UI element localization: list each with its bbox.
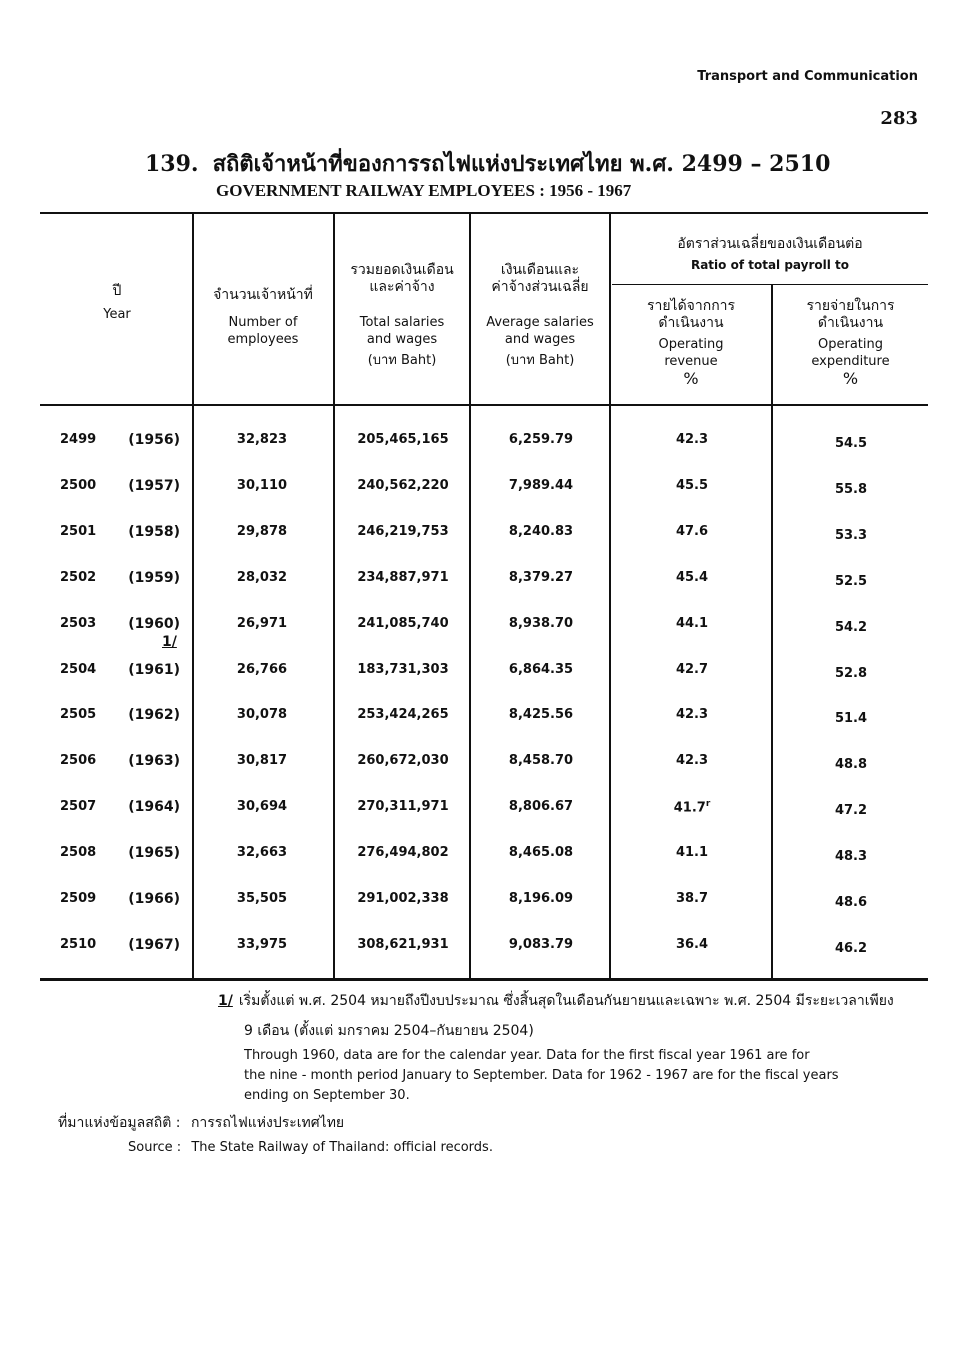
row-average-salary: 8,938.70	[508, 616, 574, 631]
header-employees-thai: จำนวนเจ้าหน้าที่	[213, 287, 313, 303]
row-year-thai: 2510	[60, 937, 97, 952]
row-average-salary: 8,425.56	[508, 707, 574, 722]
footnote-thai-text1: เริ่มตั้งแต่ พ.ศ. 2504 หมายถึงปีงบประมาณ ซึ่งสิ้นสุดในเดือนกันยายนและเฉพาะ พ.ศ. 2504 มีระยะเวลาเพียง	[238, 993, 894, 1009]
header-average-thai2: ค่าจ้างส่วนเฉลี่ย	[491, 279, 589, 295]
row-total-salaries: 205,465,165	[357, 432, 449, 447]
row-employees: 32,823	[236, 432, 288, 447]
footnote-en-line3: ending on September 30.	[244, 1088, 410, 1103]
header-total-thai1: รวมยอดเงินเดือน	[350, 262, 454, 278]
row-total-salaries: 270,311,971	[357, 799, 449, 814]
col-divider-4	[609, 214, 611, 978]
header-year-en: Year	[103, 307, 131, 322]
revised-marker: r	[705, 799, 711, 809]
header-expenditure-thai1: รายจ่ายในการ	[806, 298, 895, 314]
header-year-thai: ปี	[112, 283, 122, 299]
row-employees: 26,971	[236, 616, 288, 631]
header-bottom-rule	[40, 404, 928, 406]
row-year-thai: 2500	[60, 478, 97, 493]
header-ratio-en: Ratio of total payroll to	[690, 258, 850, 272]
row-total-salaries: 308,621,931	[357, 937, 449, 952]
row-ratio-expenditure: 47.2	[834, 803, 868, 818]
row-year-thai: 2506	[60, 753, 97, 768]
source-en-value: The State Railway of Thailand: official records.	[191, 1140, 493, 1155]
header-total-en2: and wages	[366, 332, 438, 347]
row-year-en: (1961)	[128, 662, 180, 678]
row-year-thai: 2502	[60, 570, 97, 585]
header-expenditure	[773, 298, 928, 387]
row-year-en: (1957)	[128, 478, 180, 494]
page-number: 283	[880, 108, 918, 129]
row-total-salaries: 291,002,338	[357, 891, 449, 906]
row-year-thai: 2504	[60, 662, 97, 677]
row-total-salaries: 253,424,265	[357, 707, 449, 722]
title-thai-text: สถิติเจ้าหน้าที่ของการรถไฟแห่งประเทศไทย พ.ศ. 2499 – 2510	[212, 151, 831, 177]
row-average-salary: 8,240.83	[508, 524, 574, 539]
col-divider-5	[771, 285, 773, 978]
header-year	[44, 283, 190, 323]
row-year-thai: 2499	[60, 432, 97, 447]
row-average-salary: 9,083.79	[508, 937, 574, 952]
header-expenditure-thai2: ดำเนินงาน	[817, 315, 884, 331]
row-ratio-revenue: 41.1	[675, 845, 709, 860]
row-employees: 32,663	[236, 845, 288, 860]
row-total-salaries: 240,562,220	[357, 478, 449, 493]
row-employees: 30,078	[236, 707, 288, 722]
row-average-salary: 8,458.70	[508, 753, 574, 768]
table-number: 139.	[145, 151, 199, 177]
header-employees-en2: employees	[227, 332, 299, 347]
footnote-en-line1: Through 1960, data are for the calendar year. Data for the first fiscal year 1961 are for	[244, 1048, 810, 1063]
header-expenditure-unit: %	[842, 369, 859, 388]
header-employees	[194, 287, 332, 348]
row-year-en: (1966)	[128, 891, 180, 907]
row-employees: 30,110	[236, 478, 288, 493]
source-en-label: Source :	[128, 1140, 182, 1155]
row-average-salary: 8,465.08	[508, 845, 574, 860]
row-year-en: (1964)	[128, 799, 180, 815]
header-ratio	[612, 236, 928, 274]
header-revenue-en2: revenue	[664, 354, 718, 369]
header-average-en1: Average salaries	[486, 315, 594, 330]
row-total-salaries: 241,085,740	[357, 616, 449, 631]
row-employees: 30,694	[236, 799, 288, 814]
header-expenditure-en1: Operating	[818, 337, 883, 352]
row-average-salary: 6,259.79	[508, 432, 574, 447]
row-average-salary: 8,196.09	[508, 891, 574, 906]
row-year-en: (1962)	[128, 707, 180, 723]
footnote-thai-line2: 9 เดือน (ตั้งแต่ มกราคม 2504–กันยายน 2504)	[244, 1023, 534, 1039]
header-average	[471, 262, 609, 369]
row-year-thai: 2507	[60, 799, 97, 814]
row-ratio-expenditure: 55.8	[834, 482, 868, 497]
row-ratio-revenue: 47.6	[675, 524, 709, 539]
header-total	[335, 262, 469, 369]
row-year-thai: 2503	[60, 616, 97, 631]
row-total-salaries: 276,494,802	[357, 845, 449, 860]
header-total-thai2: และค่าจ้าง	[369, 279, 435, 295]
header-expenditure-en2: expenditure	[811, 354, 890, 369]
source-thai-label: ที่มาแห่งข้อมูลสถิติ :	[58, 1115, 181, 1131]
row-ratio-expenditure: 52.8	[834, 666, 868, 681]
row-ratio-revenue: 45.5	[675, 478, 709, 493]
header-revenue-unit: %	[683, 369, 699, 388]
row-total-salaries: 234,887,971	[357, 570, 449, 585]
header-ratio-thai: อัตราส่วนเฉลี่ยของเงินเดือนต่อ	[677, 236, 863, 252]
row-ratio-revenue: 45.4	[675, 570, 709, 585]
footnote-thai-line1	[218, 992, 918, 1011]
row-average-salary: 8,806.67	[508, 799, 574, 814]
header-total-en1: Total salaries	[359, 315, 445, 330]
ratio-subheader-rule	[612, 284, 928, 285]
row-year-en: (1956)	[128, 432, 180, 448]
row-total-salaries: 246,219,753	[357, 524, 449, 539]
row-average-salary: 6,864.35	[508, 662, 574, 677]
row-ratio-expenditure: 48.3	[834, 849, 868, 864]
header-average-unit: (บาท Baht)	[505, 353, 575, 368]
row-year-thai: 2508	[60, 845, 97, 860]
section-title: Transport and Communication	[697, 69, 918, 84]
row-ratio-revenue: 42.3	[675, 432, 709, 447]
row-ratio-revenue: 42.3	[675, 707, 709, 722]
row-ratio-revenue: 44.1	[675, 616, 709, 631]
footnote-en-line2: the nine - month period January to September. Data for 1962 - 1967 are for the fiscal years	[244, 1068, 839, 1083]
row-ratio-revenue	[612, 799, 772, 815]
row-year-en: (1967)	[128, 937, 180, 953]
header-revenue-thai1: รายได้จากการ	[646, 298, 736, 314]
table-top-rule	[40, 212, 928, 214]
row-average-salary: 8,379.27	[508, 570, 574, 585]
header-revenue-thai2: ดำเนินงาน	[658, 315, 724, 331]
row-ratio-expenditure: 48.8	[834, 757, 868, 772]
row-year-en: (1960)	[128, 616, 180, 632]
row-year-en: (1965)	[128, 845, 180, 861]
source-english	[128, 1138, 493, 1157]
row-ratio-expenditure: 52.5	[834, 574, 868, 589]
header-average-en2: and wages	[504, 332, 576, 347]
row-year-en: (1958)	[128, 524, 180, 540]
header-total-unit: (บาท Baht)	[367, 353, 437, 368]
header-average-thai1: เงินเดือนและ	[500, 262, 580, 278]
row-ratio-expenditure: 54.2	[834, 620, 868, 635]
row-employees: 26,766	[236, 662, 288, 677]
revenue-value: 41.7	[673, 800, 706, 816]
row-ratio-expenditure: 46.2	[834, 941, 868, 956]
footnote-marker: 1/	[218, 993, 233, 1009]
row-year-thai: 2501	[60, 524, 97, 539]
row-total-salaries: 260,672,030	[357, 753, 449, 768]
row-ratio-expenditure: 51.4	[834, 711, 868, 726]
row-employees: 30,817	[236, 753, 288, 768]
row-employees: 35,505	[236, 891, 288, 906]
header-revenue	[612, 298, 770, 387]
header-employees-en1: Number of	[228, 315, 298, 330]
row-employees: 29,878	[236, 524, 288, 539]
row-employees: 33,975	[236, 937, 288, 952]
footnote-marker-in-table: 1/	[162, 634, 177, 650]
header-revenue-en1: Operating	[658, 337, 724, 352]
footnote	[218, 992, 918, 1011]
row-ratio-expenditure: 53.3	[834, 528, 868, 543]
row-ratio-expenditure: 54.5	[834, 436, 868, 451]
row-employees: 28,032	[236, 570, 288, 585]
row-ratio-revenue: 36.4	[675, 937, 709, 952]
table-title-english: GOVERNMENT RAILWAY EMPLOYEES : 1956 - 1967	[216, 181, 632, 200]
source-thai	[58, 1114, 344, 1133]
source-thai-value: การรถไฟแห่งประเทศไทย	[190, 1115, 345, 1131]
table-bottom-rule	[40, 978, 928, 981]
row-ratio-revenue: 42.3	[675, 753, 709, 768]
table-title-thai	[145, 146, 830, 181]
row-year-thai: 2505	[60, 707, 97, 722]
row-ratio-expenditure: 48.6	[834, 895, 868, 910]
row-year-en: (1963)	[128, 753, 180, 769]
row-average-salary: 7,989.44	[508, 478, 574, 493]
row-year-en: (1959)	[128, 570, 180, 586]
row-total-salaries: 183,731,303	[357, 662, 449, 677]
row-ratio-revenue: 42.7	[675, 662, 709, 677]
row-ratio-revenue: 38.7	[675, 891, 709, 906]
row-year-thai: 2509	[60, 891, 97, 906]
